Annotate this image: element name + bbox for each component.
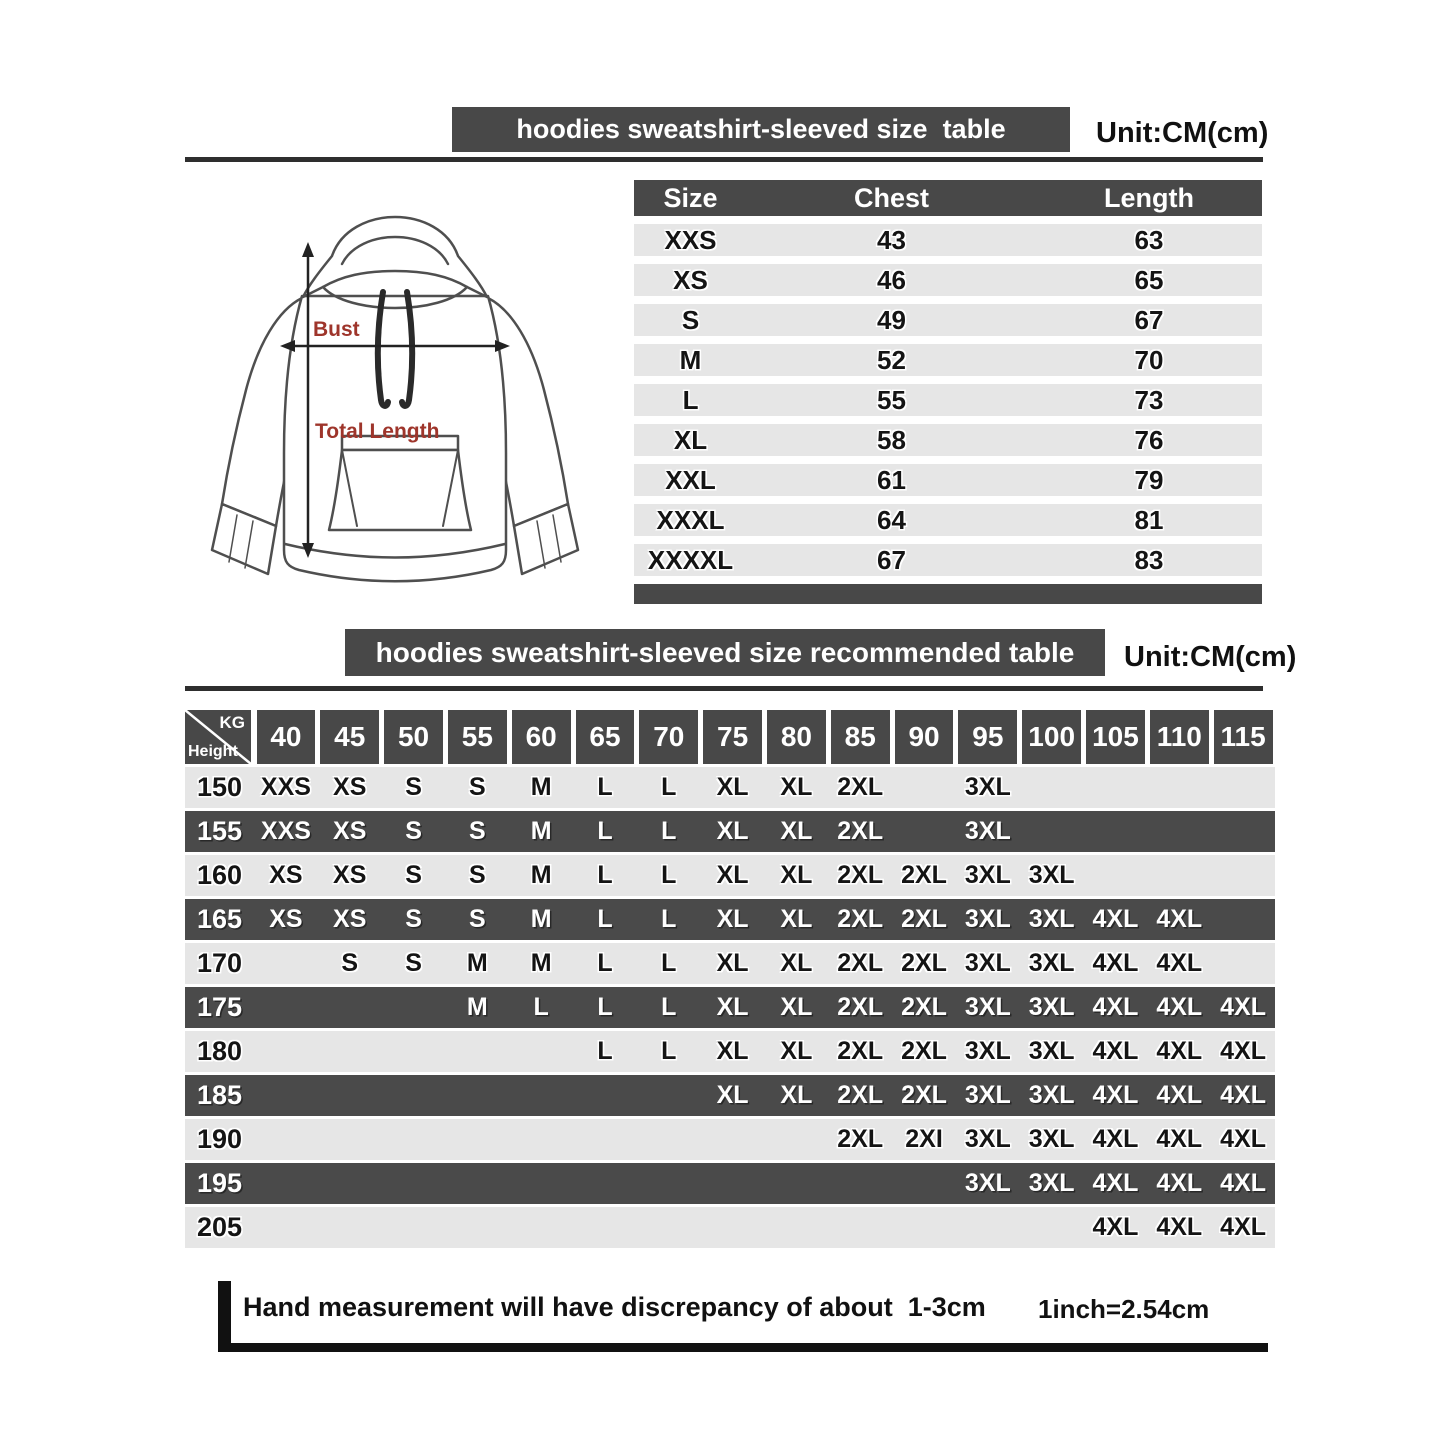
recommended-size-cell: S	[469, 861, 486, 889]
recommended-size-cell: M	[530, 861, 552, 889]
recommended-size-cell: 4XL	[1092, 1169, 1139, 1197]
recommended-size-cell: 3XL	[964, 949, 1011, 977]
length-value: 73	[1134, 384, 1164, 415]
length-value: 65	[1134, 264, 1164, 295]
recommended-size-cell: 3XL	[1028, 1081, 1075, 1109]
chest-value: 49	[877, 304, 906, 335]
size-table-row	[634, 264, 1262, 296]
recommended-size-cell: S	[405, 905, 422, 933]
recommended-size-cell: 4XL	[1156, 1037, 1203, 1065]
kg-column-header: 95	[958, 710, 1017, 764]
recommended-size-cell: XL	[780, 993, 813, 1021]
height-label: 170	[196, 948, 243, 978]
recommended-size-cell: L	[661, 773, 677, 801]
size-value: M	[679, 344, 702, 375]
size-value: XXL	[665, 464, 716, 495]
recommended-size-cell: XL	[716, 861, 749, 889]
size-table-row	[634, 504, 1262, 536]
recommended-size-cell: 2XL	[901, 949, 947, 977]
recommended-size-cell: L	[597, 773, 613, 801]
matrix-row	[185, 811, 1275, 852]
recommended-size-cell: 4XL	[1220, 1125, 1267, 1153]
hood	[303, 217, 487, 308]
height-label: 205	[196, 1212, 243, 1242]
recommended-size-cell: S	[469, 773, 486, 801]
recommended-size-cell: 3XL	[1028, 1169, 1075, 1197]
recommended-size-cell: XL	[780, 817, 813, 845]
recommended-size-cell: 3XL	[964, 993, 1011, 1021]
size-table-column-header: Length	[1103, 182, 1194, 213]
chest-value: 43	[877, 224, 906, 255]
divider-top	[185, 157, 1263, 162]
recommended-size-cell: 4XL	[1092, 1213, 1139, 1241]
recommended-size-cell: 2XL	[901, 905, 947, 933]
hoodie-measurement-diagram	[190, 178, 600, 615]
matrix-row	[185, 1031, 1275, 1072]
recommended-size-cell: 2XL	[901, 1037, 947, 1065]
recommended-size-cell: M	[530, 905, 552, 933]
height-label: 190	[196, 1124, 243, 1154]
kg-column-header: 65	[576, 710, 635, 764]
size-value: XXS	[664, 224, 717, 255]
recommended-size-cell: XS	[333, 905, 367, 933]
recommended-size-cell: 4XL	[1156, 1169, 1203, 1197]
size-table-row	[634, 344, 1262, 376]
recommended-size-cell: L	[533, 993, 549, 1021]
length-value: 81	[1134, 504, 1164, 535]
size-value: XL	[673, 424, 708, 455]
recommended-size-cell: XL	[780, 1081, 813, 1109]
kg-column-header: 90	[895, 710, 954, 764]
recommended-size-cell: L	[661, 949, 677, 977]
recommended-size-cell: 3XL	[1028, 905, 1075, 933]
recommended-size-cell: 3XL	[964, 1169, 1011, 1197]
kg-column-header: 55	[448, 710, 507, 764]
recommended-size-cell: L	[661, 817, 677, 845]
recommended-table-title-bar	[345, 629, 1105, 676]
recommended-size-cell: L	[661, 1037, 677, 1065]
recommended-size-cell: 2XL	[837, 905, 884, 933]
size-table-rows	[634, 224, 1262, 576]
size-table-bottom-bar	[634, 584, 1262, 604]
recommended-size-cell: L	[661, 861, 677, 889]
recommended-size-cell: XL	[716, 817, 749, 845]
recommended-size-cell: 4XL	[1220, 1037, 1267, 1065]
recommended-size-cell: 2XL	[837, 993, 884, 1021]
matrix-row	[185, 1075, 1275, 1116]
recommended-size-cell: S	[405, 773, 422, 801]
recommended-size-cell: L	[597, 817, 613, 845]
recommended-size-cell: XL	[780, 949, 813, 977]
length-value: 63	[1134, 224, 1164, 255]
kg-column-wrap	[828, 710, 892, 764]
recommended-size-cell: XL	[716, 949, 749, 977]
recommended-size-cell: 4XL	[1092, 905, 1139, 933]
recommended-size-cell: XL	[716, 1081, 749, 1109]
recommended-size-cell: XS	[333, 817, 367, 845]
kg-column-wrap	[701, 710, 765, 764]
corner-kg-label: KG	[219, 713, 245, 732]
recommended-size-cell: 2XL	[837, 1125, 884, 1153]
divider-bottom	[185, 686, 1263, 691]
kg-column-wrap	[956, 710, 1020, 764]
kg-column-header: 40	[257, 710, 316, 764]
kg-column-header: 115	[1214, 710, 1273, 764]
matrix-row	[185, 1163, 1275, 1204]
kg-column-header: 60	[512, 710, 571, 764]
recommended-size-cell: 3XL	[964, 773, 1011, 801]
kg-column-header: 70	[639, 710, 698, 764]
corner-height-label: Height	[188, 743, 238, 760]
matrix-row	[185, 767, 1275, 808]
recommended-size-cell: L	[597, 905, 613, 933]
size-value: XXXXL	[647, 544, 734, 575]
recommended-size-cell: M	[466, 949, 488, 977]
kg-column-header: 105	[1086, 710, 1145, 764]
kg-column-header: 110	[1150, 710, 1209, 764]
recommended-size-cell: M	[530, 773, 552, 801]
height-label: 165	[196, 904, 243, 934]
recommended-size-cell: 4XL	[1156, 1125, 1203, 1153]
chest-value: 52	[877, 344, 906, 375]
recommended-size-cell: 4XL	[1156, 1081, 1203, 1109]
kg-column-header: 100	[1022, 710, 1081, 764]
recommended-size-cell: 3XL	[964, 905, 1011, 933]
recommended-table-title: hoodies sweatshirt-sleeved size recommended table	[375, 636, 1075, 668]
size-table-row	[634, 424, 1262, 456]
matrix-row	[185, 899, 1275, 940]
recommended-size-cell: 3XL	[1028, 861, 1075, 889]
kg-column-wrap	[254, 710, 318, 764]
matrix-corner-cell	[185, 710, 251, 764]
recommended-size-cell: L	[597, 861, 613, 889]
measurement-note: Hand measurement will have discrepancy of about 1-3cm	[243, 1292, 986, 1322]
recommended-size-cell: 2XL	[901, 1081, 947, 1109]
recommended-size-cell: S	[469, 817, 486, 845]
size-table-row	[634, 224, 1262, 256]
recommended-size-cell: L	[661, 905, 677, 933]
kg-column-wrap	[445, 710, 509, 764]
inch-conversion-note: 1inch=2.54cm	[1038, 1294, 1210, 1324]
kg-column-wrap	[892, 710, 956, 764]
recommended-size-cell: 2XL	[837, 1037, 884, 1065]
recommended-size-cell: S	[405, 817, 422, 845]
recommended-size-cell: 3XL	[1028, 1037, 1075, 1065]
recommended-size-cell: M	[466, 993, 488, 1021]
recommended-size-cell: 4XL	[1156, 905, 1203, 933]
chest-value: 61	[877, 464, 906, 495]
matrix-row	[185, 1207, 1275, 1248]
length-value: 76	[1134, 424, 1164, 455]
chest-value: 58	[877, 424, 906, 455]
kg-column-wrap	[1211, 710, 1275, 764]
recommended-size-cell: S	[469, 905, 486, 933]
recommended-size-cell: 4XL	[1156, 949, 1203, 977]
recommended-size-cell: 3XL	[964, 817, 1011, 845]
recommended-size-cell: 2XL	[837, 949, 884, 977]
recommended-size-cell: XL	[780, 1037, 813, 1065]
recommended-size-cell: 2XL	[901, 993, 947, 1021]
kg-column-wrap	[318, 710, 382, 764]
kg-column-wrap	[765, 710, 829, 764]
kg-column-wrap	[573, 710, 637, 764]
size-value: XS	[673, 264, 708, 295]
recommended-size-cell: 4XL	[1220, 1081, 1267, 1109]
recommended-size-cell: 4XL	[1220, 993, 1267, 1021]
length-value: 83	[1134, 544, 1164, 575]
recommended-size-cell: 3XL	[1028, 1125, 1075, 1153]
recommended-size-cell: XL	[716, 993, 749, 1021]
recommended-size-matrix	[185, 710, 1275, 1248]
recommended-size-cell: XS	[333, 773, 367, 801]
matrix-header-row	[185, 710, 1275, 764]
recommended-size-cell: XL	[780, 773, 813, 801]
height-label: 155	[196, 816, 243, 846]
kg-column-header: 50	[384, 710, 443, 764]
recommended-size-cell: 2XL	[901, 861, 947, 889]
recommended-size-cell: M	[530, 817, 552, 845]
recommended-size-cell: 3XL	[964, 1125, 1011, 1153]
recommended-size-cell: 2XL	[837, 817, 884, 845]
recommended-size-cell: XL	[780, 861, 813, 889]
recommended-size-cell: XL	[716, 905, 749, 933]
size-table-row	[634, 544, 1262, 576]
kg-column-wrap	[1084, 710, 1148, 764]
recommended-size-cell: L	[597, 1037, 613, 1065]
recommended-size-cell: L	[597, 949, 613, 977]
recommended-size-cell: 3XL	[964, 1081, 1011, 1109]
recommended-size-cell: 2XL	[837, 861, 884, 889]
kg-column-wrap	[637, 710, 701, 764]
size-value: XXXL	[656, 504, 725, 535]
kg-column-header: 85	[831, 710, 890, 764]
size-table-title-bar	[452, 107, 1070, 152]
bust-label: Bust	[313, 318, 360, 341]
recommended-size-cell: 4XL	[1092, 1081, 1139, 1109]
recommended-size-cell: 4XL	[1092, 1037, 1139, 1065]
size-table-row	[634, 304, 1262, 336]
size-table-row	[634, 384, 1262, 416]
height-label: 180	[196, 1036, 243, 1066]
size-table-row	[634, 464, 1262, 496]
recommended-size-cell: XL	[716, 773, 749, 801]
footer-rule-horizontal	[218, 1343, 1268, 1352]
chest-value: 46	[877, 264, 906, 295]
footer-rule-vertical	[218, 1281, 231, 1345]
total-length-label: Total Length	[315, 420, 440, 443]
unit-label-bottom: Unit:CM(cm)	[1124, 641, 1297, 673]
recommended-size-cell: 3XL	[1028, 993, 1075, 1021]
kg-column-wrap	[382, 710, 446, 764]
size-table-header-row	[634, 180, 1262, 216]
matrix-row	[185, 987, 1275, 1028]
recommended-size-cell: 4XL	[1092, 993, 1139, 1021]
height-label: 175	[196, 992, 243, 1022]
matrix-row	[185, 1119, 1275, 1160]
size-table	[634, 180, 1262, 604]
recommended-size-cell: XXS	[260, 773, 311, 801]
recommended-size-cell: 4XL	[1092, 1125, 1139, 1153]
chest-value: 67	[877, 544, 906, 575]
height-label: 160	[196, 860, 243, 890]
recommended-size-cell: L	[661, 993, 677, 1021]
size-table-column-header: Chest	[853, 182, 929, 213]
size-value: L	[682, 384, 699, 415]
recommended-size-cell: S	[341, 949, 359, 977]
matrix-row	[185, 855, 1275, 896]
recommended-size-cell: 4XL	[1220, 1213, 1267, 1241]
matrix-rows	[185, 767, 1275, 1248]
recommended-size-cell: XL	[716, 1037, 749, 1065]
length-value: 70	[1134, 344, 1164, 375]
chest-value: 55	[877, 384, 906, 415]
recommended-size-cell: S	[405, 949, 422, 977]
recommended-size-cell: 4XL	[1092, 949, 1139, 977]
unit-label-top: Unit:CM(cm)	[1096, 117, 1269, 149]
matrix-row	[185, 943, 1275, 984]
recommended-size-cell: 4XL	[1220, 1169, 1267, 1197]
recommended-size-cell: 3XL	[964, 1037, 1011, 1065]
size-table-column-header: Size	[663, 182, 718, 213]
recommended-size-cell: XXS	[260, 817, 311, 845]
recommended-size-cell: 2XL	[837, 773, 884, 801]
kg-column-header: 80	[767, 710, 826, 764]
recommended-size-cell: M	[530, 949, 552, 977]
recommended-size-cell: 4XL	[1156, 993, 1203, 1021]
recommended-size-cell: 4XL	[1156, 1213, 1203, 1241]
chest-value: 64	[877, 504, 906, 535]
recommended-size-cell: XS	[269, 905, 303, 933]
height-label: 150	[196, 772, 243, 802]
kg-column-wrap	[1147, 710, 1211, 764]
height-label: 195	[196, 1168, 243, 1198]
kg-column-wrap	[509, 710, 573, 764]
length-value: 67	[1134, 304, 1164, 335]
kg-column-headers	[254, 710, 1275, 764]
recommended-size-cell: 2XL	[837, 1081, 884, 1109]
recommended-size-cell: L	[597, 993, 613, 1021]
recommended-size-cell: XS	[333, 861, 367, 889]
kangaroo-pocket	[329, 436, 471, 530]
height-label: 185	[196, 1080, 243, 1110]
size-table-title: hoodies sweatshirt-sleeved size table	[516, 114, 1006, 144]
recommended-size-cell: XL	[780, 905, 813, 933]
recommended-size-cell: XS	[269, 861, 303, 889]
recommended-size-cell: S	[405, 861, 422, 889]
length-value: 79	[1134, 464, 1164, 495]
kg-column-wrap	[1020, 710, 1084, 764]
size-value: S	[681, 304, 700, 335]
recommended-size-cell: 3XL	[1028, 949, 1075, 977]
recommended-size-cell: 2XI	[905, 1125, 943, 1153]
recommended-size-cell: 3XL	[964, 861, 1011, 889]
kg-column-header: 45	[320, 710, 379, 764]
kg-column-header: 75	[703, 710, 762, 764]
